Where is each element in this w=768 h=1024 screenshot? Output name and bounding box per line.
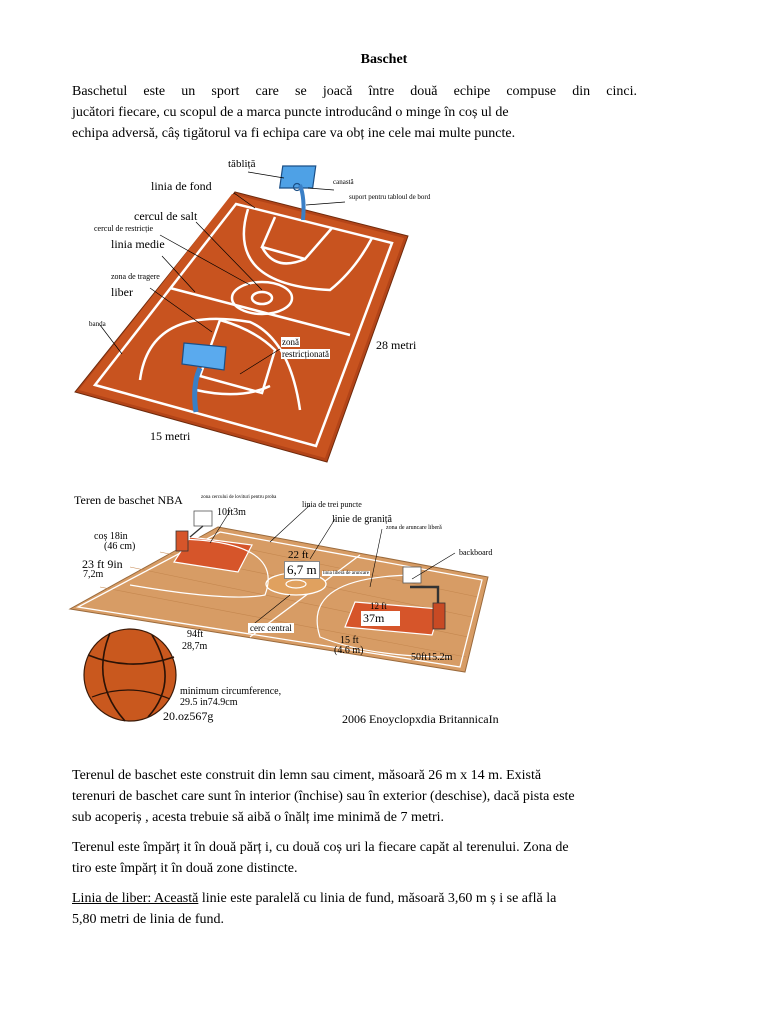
- court-paragraph: [72, 765, 637, 828]
- label-cercul-de-restrictie: cercul de restricție: [94, 224, 154, 233]
- para4-line-1: [72, 888, 637, 909]
- court-diagram-figure: [0, 150, 768, 470]
- label-tiny-top: zona cercului de lovituri pentru proba: [201, 495, 277, 500]
- label-6-7m: 6,7 m: [284, 561, 320, 579]
- label-copyright: 2006 Enoyclopxdia BritannicaIn: [342, 712, 499, 726]
- label-29-5in: 29.5 in74.9cm: [180, 697, 238, 708]
- label-granita: linie de graniță: [332, 514, 392, 525]
- label-cos-46cm: (46 cm): [104, 541, 136, 552]
- label-28-metri: 28 metri: [376, 338, 417, 352]
- label-cos-18in: coș 18in: [94, 531, 128, 542]
- label-aruncare-libera: zona de aruncare liberă: [386, 525, 442, 531]
- label-banda: banda: [89, 320, 106, 328]
- label-28-7m: 28,7m: [182, 641, 208, 652]
- nba-court-image: [70, 487, 530, 732]
- intro-line-1: Baschetul este un sport care se joacă între două echipe compuse din cinci.: [72, 84, 637, 99]
- label-tablita: tăbliță: [228, 158, 256, 170]
- label-weight: 20.oz567g: [163, 709, 214, 723]
- label-12ft: 12 ft: [370, 601, 387, 611]
- intro-line-2: jucători fiecare, cu scopul de a marca puncte introducând o minge în coș ul de: [72, 105, 509, 120]
- label-15-metri: 15 metri: [150, 429, 191, 443]
- zones-paragraph: [72, 837, 637, 879]
- para4-line-2: 5,80 metri de linia de fund.: [72, 912, 225, 927]
- label-backboard: backboard: [459, 548, 493, 557]
- label-trei-puncte: linia de trei puncte: [302, 500, 362, 509]
- label-linia-de-fond: linia de fond: [151, 179, 212, 193]
- label-94ft: 94ft: [187, 629, 204, 640]
- label-zona-de-tragere: zona de tragere: [111, 272, 160, 281]
- para2-line-3: sub acoperiș , acesta trebuie să aibă o înălț ime minimă de 7 metri.: [72, 810, 445, 825]
- label-teren-nba: Teren de baschet NBA: [74, 493, 183, 507]
- para3-line-1: Terenul este împărț it în două părț i, cu două coș uri la fiecare capăt al terenului. Zona de: [72, 840, 569, 855]
- label-suport: suport pentru tabloul de bord: [349, 193, 431, 201]
- label-23ft: 23 ft 9in: [82, 557, 123, 571]
- label-canasta: canastă: [333, 178, 354, 186]
- para2-line-2: terenuri de baschet care sunt în interior (închise) sau în exterior (deschise), dacă pista este: [72, 789, 575, 804]
- intro-line-3: echipa adversă, câș tigătorul va fi echipa care va obț ine cele mai multe puncte.: [72, 126, 516, 141]
- para4-underlined: Linia de liber: Această: [72, 891, 199, 906]
- intro-paragraph: [72, 81, 637, 144]
- para2-line-1: Terenul de baschet este construit din lemn sau ciment, măsoară 26 m x 14 m. Există: [72, 768, 542, 783]
- label-cercul-de-salt: cercul de salt: [134, 209, 198, 223]
- label-22ft: 22 ft: [288, 549, 309, 561]
- label-restrictionata: restricționată: [282, 349, 329, 359]
- label-circumference: minimum circumference,: [180, 686, 282, 697]
- label-50ft: 50ft15.2m: [411, 652, 453, 663]
- label-7-2m: 7,2m: [83, 569, 104, 580]
- label-zona: zonă: [282, 337, 299, 347]
- label-37m: 37m: [361, 611, 400, 626]
- label-4-6m: (4.6 m): [334, 645, 364, 656]
- label-linia-libera: linia liberă de aruncare: [323, 571, 369, 576]
- label-linia-medie: linia medie: [111, 237, 165, 251]
- free-throw-paragraph: [72, 888, 637, 930]
- label-liber: liber: [111, 285, 133, 299]
- label-cerc-central: cerc central: [250, 623, 292, 633]
- label-15ft: 15 ft: [340, 635, 359, 646]
- label-10ft: 10ft3m: [217, 507, 246, 518]
- nba-court-figure: [70, 487, 530, 732]
- para3-line-2: tiro este împărț it în două zone distincte.: [72, 861, 298, 876]
- page-title: Baschet: [360, 52, 408, 67]
- para4-line-1-rest: linie este paralelă cu linia de fund, măsoară 3,60 m ș i se află la: [198, 891, 557, 906]
